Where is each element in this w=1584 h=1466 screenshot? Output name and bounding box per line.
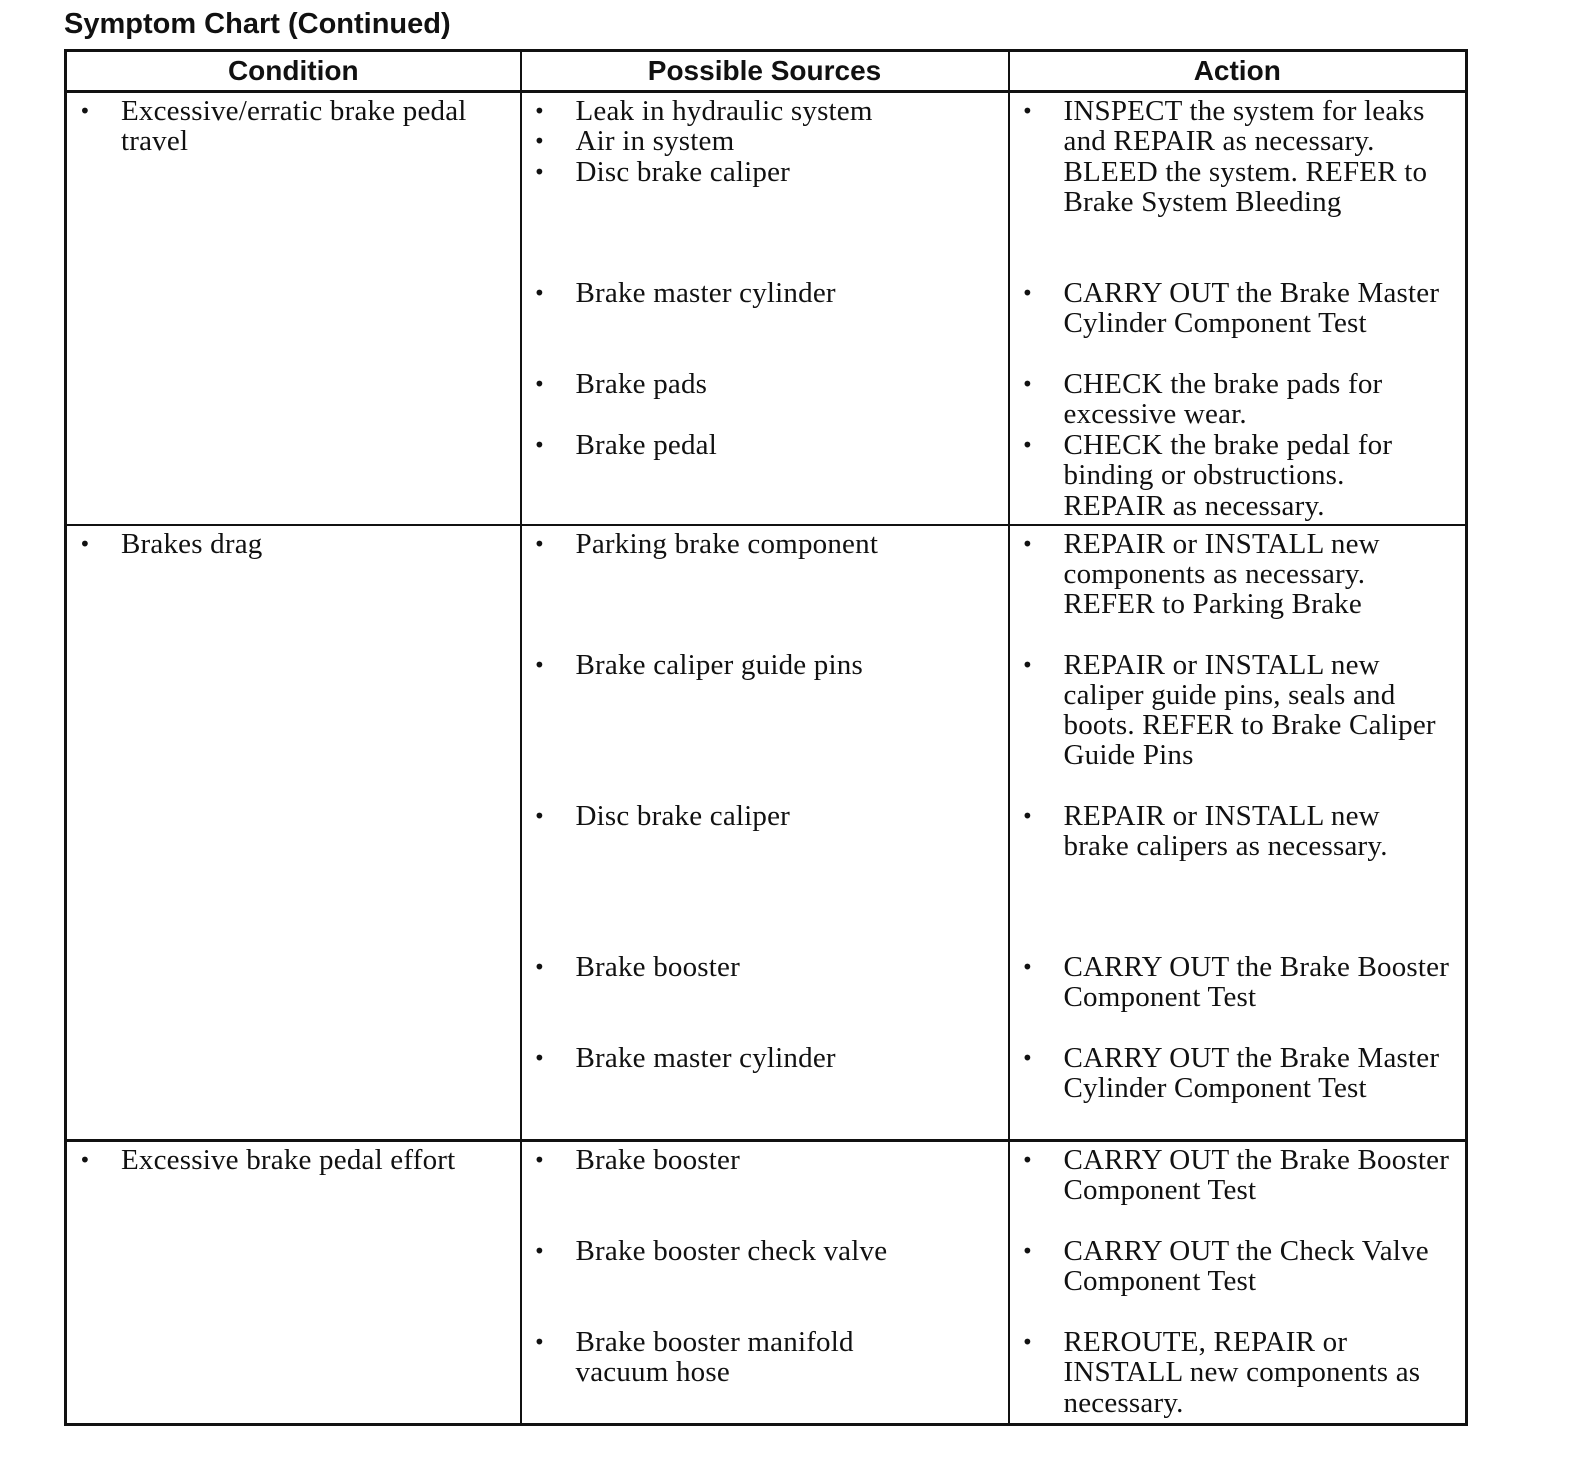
source-item xyxy=(522,1145,1008,1236)
bullet-icon: • xyxy=(533,129,546,154)
source-text: Air in system xyxy=(575,125,735,158)
action-item xyxy=(1010,96,1466,278)
source-item xyxy=(522,369,1008,430)
bullet-icon: • xyxy=(1021,1330,1034,1354)
bullet-icon: • xyxy=(1021,372,1034,396)
condition-cell xyxy=(66,92,521,525)
source-item xyxy=(522,952,1008,1043)
action-text: CARRY OUT the Brake Booster Component Test xyxy=(1063,1144,1450,1207)
bullet-icon: • xyxy=(533,1045,546,1070)
bullet-icon: • xyxy=(533,1330,546,1354)
bullet-icon: • xyxy=(533,803,546,828)
actions-cell xyxy=(1009,1141,1467,1425)
source-item xyxy=(522,650,1008,801)
action-text: REPAIR or INSTALL new caliper guide pins, seals and boots. REFER to Brake Caliper Guide Pins xyxy=(1063,648,1436,772)
source-item xyxy=(522,1236,1008,1327)
bullet-icon: • xyxy=(1021,1045,1034,1070)
bullet-icon: • xyxy=(1021,1148,1034,1172)
action-text: CHECK the brake pads for excessive wear. xyxy=(1063,368,1383,431)
action-item xyxy=(1010,529,1466,650)
action-text: INSPECT the system for leaks and REPAIR as necessary. BLEED the system. REFER to Brake System Bleeding xyxy=(1063,95,1428,218)
source-text: Disc brake caliper xyxy=(575,799,791,832)
bullet-icon: • xyxy=(1021,531,1034,556)
source-text: Brake booster check valve xyxy=(575,1235,888,1267)
bullet-icon: • xyxy=(79,1148,91,1172)
bullet-icon: • xyxy=(79,99,91,123)
bullet-icon: • xyxy=(1021,954,1034,979)
actions-cell xyxy=(1009,92,1467,525)
bullet-icon: • xyxy=(533,99,546,123)
bullet-icon: • xyxy=(533,954,546,979)
table-row xyxy=(66,1141,1467,1425)
sources-cell xyxy=(521,1141,1009,1425)
actions-cell xyxy=(1009,525,1467,1141)
bullet-icon: • xyxy=(79,531,91,556)
action-item xyxy=(1010,1145,1466,1236)
action-text: REPAIR or INSTALL new brake calipers as necessary. xyxy=(1063,799,1388,862)
action-text: CHECK the brake pedal for binding or obstructions. REPAIR as necessary. xyxy=(1063,429,1393,522)
source-item xyxy=(522,1043,1008,1073)
action-item xyxy=(1010,1236,1466,1327)
source-item xyxy=(522,157,1008,278)
symptom-table xyxy=(64,49,1468,1426)
bullet-icon: • xyxy=(1021,99,1034,123)
bullet-icon: • xyxy=(1021,281,1034,305)
table-header-row xyxy=(66,51,1467,92)
source-text: Brake booster xyxy=(575,950,740,983)
source-text: Brake master cylinder xyxy=(575,1041,836,1074)
condition-item xyxy=(67,96,520,157)
action-text: CARRY OUT the Check Valve Component Test xyxy=(1063,1235,1429,1298)
source-text: Brake pads xyxy=(575,367,708,400)
action-item xyxy=(1010,801,1466,952)
column-header-action: Action xyxy=(1009,51,1467,92)
action-item xyxy=(1010,430,1466,521)
bullet-icon: • xyxy=(1021,1239,1034,1263)
source-text: Brake pedal xyxy=(575,428,717,461)
source-item xyxy=(522,801,1008,952)
bullet-icon: • xyxy=(533,1239,546,1263)
source-text: Parking brake component xyxy=(575,527,879,560)
table-row xyxy=(66,92,1467,525)
bullet-icon: • xyxy=(533,280,546,305)
source-item xyxy=(522,529,1008,650)
bullet-icon: • xyxy=(1021,803,1034,828)
bullet-icon: • xyxy=(533,652,546,677)
condition-text: Excessive brake pedal effort xyxy=(121,1144,456,1176)
condition-cell xyxy=(66,1141,521,1425)
source-text: Brake booster manifold vacuum hose xyxy=(575,1326,854,1389)
condition-item xyxy=(67,1145,520,1175)
bullet-icon: • xyxy=(533,1148,546,1172)
source-text: Disc brake caliper xyxy=(575,155,791,188)
column-header-condition: Condition xyxy=(66,51,521,92)
condition-text: Excessive/erratic brake pedal travel xyxy=(121,95,467,158)
action-item xyxy=(1010,369,1466,430)
action-text: CARRY OUT the Brake Master Cylinder Component Test xyxy=(1063,1041,1440,1104)
source-text: Brake caliper guide pins xyxy=(575,648,863,681)
sources-cell xyxy=(521,92,1009,525)
source-item xyxy=(522,96,1008,126)
action-text: REROUTE, REPAIR or INSTALL new components as necessary. xyxy=(1063,1326,1421,1419)
bullet-icon: • xyxy=(533,371,546,396)
action-text: REPAIR or INSTALL new components as necessary. REFER to Parking Brake xyxy=(1063,527,1380,621)
source-item xyxy=(522,430,1008,460)
action-item xyxy=(1010,650,1466,801)
column-header-possible-sources: Possible Sources xyxy=(521,51,1009,92)
action-item xyxy=(1010,1043,1466,1104)
action-item xyxy=(1010,952,1466,1043)
condition-cell xyxy=(66,525,521,1141)
bullet-icon: • xyxy=(1021,433,1034,457)
source-text: Leak in hydraulic system xyxy=(575,95,873,127)
action-item xyxy=(1010,278,1466,369)
bullet-icon: • xyxy=(533,531,546,556)
source-text: Brake master cylinder xyxy=(575,276,836,309)
condition-item xyxy=(67,529,520,559)
source-item xyxy=(522,278,1008,369)
sources-cell xyxy=(521,525,1009,1141)
bullet-icon: • xyxy=(533,432,546,457)
action-text: CARRY OUT the Brake Booster Component Test xyxy=(1063,950,1450,1013)
source-item xyxy=(522,126,1008,156)
table-row xyxy=(66,525,1467,1141)
bullet-icon: • xyxy=(1021,652,1034,677)
action-text: CARRY OUT the Brake Master Cylinder Component Test xyxy=(1063,277,1440,340)
bullet-icon: • xyxy=(533,159,546,184)
source-text: Brake booster xyxy=(575,1144,740,1176)
condition-text: Brakes drag xyxy=(121,527,263,560)
page-title: Symptom Chart (Continued) xyxy=(64,8,451,40)
source-item xyxy=(522,1327,1008,1388)
action-item xyxy=(1010,1327,1466,1418)
